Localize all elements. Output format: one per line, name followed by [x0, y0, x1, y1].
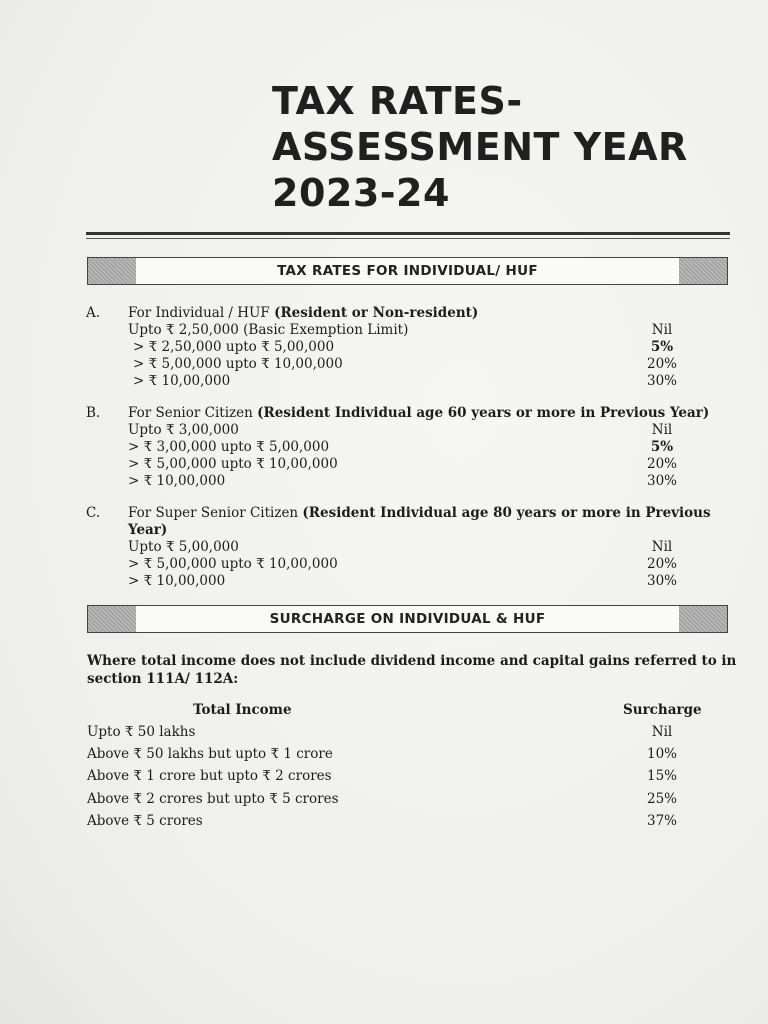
- income-bracket: Above ₹ 2 crores but upto ₹ 5 crores: [87, 791, 339, 807]
- rate-value: Nil: [651, 322, 673, 338]
- surcharge-row: [0, 813, 768, 831]
- section-banner-tax-rates: [87, 257, 728, 285]
- rate-row: [0, 456, 768, 473]
- divider-thick: [86, 232, 730, 235]
- rate-value: Nil: [651, 422, 673, 438]
- income-bracket: Upto ₹ 50 lakhs: [87, 724, 196, 740]
- divider-thin: [86, 238, 730, 239]
- rate-value: 30%: [646, 573, 677, 589]
- surcharge-row: [0, 768, 768, 786]
- title-line-2: ASSESSMENT YEAR: [272, 125, 688, 169]
- surcharge-value: 10%: [646, 746, 677, 762]
- section-banner-surcharge: [87, 605, 728, 633]
- rate-row: [0, 556, 768, 573]
- section-qualifier: (Resident Individual age 80 years or more in Previous Year): [128, 505, 711, 538]
- rate-value: 30%: [646, 373, 677, 389]
- rate-slab: Upto ₹ 5,00,000: [128, 539, 239, 555]
- rate-row: [0, 322, 768, 339]
- column-header-total-income: Total Income: [193, 702, 292, 718]
- rate-slab: > ₹ 2,50,000 upto ₹ 5,00,000: [133, 339, 335, 355]
- page-title: [272, 78, 742, 216]
- rate-slab: > ₹ 10,00,000: [128, 473, 226, 489]
- section-label-text: For Super Senior Citizen: [128, 505, 303, 521]
- rate-slab: > ₹ 5,00,000 upto ₹ 10,00,000: [128, 456, 338, 472]
- income-bracket: Above ₹ 1 crore but upto ₹ 2 crores: [87, 768, 332, 784]
- rate-value: Nil: [651, 539, 673, 555]
- income-bracket: Above ₹ 50 lakhs but upto ₹ 1 crore: [87, 746, 333, 762]
- section-letter: C.: [86, 505, 101, 521]
- rate-value: 20%: [646, 456, 677, 472]
- rate-row: [0, 356, 768, 373]
- surcharge-value: Nil: [651, 724, 673, 740]
- rate-value: 20%: [646, 556, 677, 572]
- rate-row: [0, 373, 768, 390]
- rate-row: [0, 573, 768, 590]
- section-label-text: For Individual / HUF: [128, 305, 275, 321]
- surcharge-note: Where total income does not include dividend income and capital gains referred to in section 111A/ 112A:: [87, 653, 737, 687]
- section-qualifier: (Resident Individual age 60 years or more in Previous Year): [257, 405, 710, 421]
- title-line-3: 2023-24: [272, 171, 450, 215]
- section-label: [128, 305, 728, 322]
- rate-slab: Upto ₹ 3,00,000: [128, 422, 239, 438]
- rate-slab: > ₹ 5,00,000 upto ₹ 10,00,000: [128, 556, 338, 572]
- rate-value: 30%: [646, 473, 677, 489]
- rate-value: 20%: [646, 356, 677, 372]
- rate-row: [0, 539, 768, 556]
- surcharge-row: [0, 746, 768, 764]
- rate-row: [0, 439, 768, 456]
- rate-row: [0, 422, 768, 439]
- surcharge-row: [0, 724, 768, 742]
- surcharge-value: 15%: [646, 768, 677, 784]
- section-label: [128, 405, 728, 422]
- rate-slab: > ₹ 5,00,000 upto ₹ 10,00,000: [133, 356, 343, 372]
- rate-row: [0, 339, 768, 356]
- rate-slab: > ₹ 10,00,000: [133, 373, 231, 389]
- section-qualifier: (Resident or Non-resident): [274, 305, 479, 321]
- rate-slab: > ₹ 10,00,000: [128, 573, 226, 589]
- rate-row: [0, 473, 768, 490]
- banner-title: SURCHARGE ON INDIVIDUAL & HUF: [269, 611, 546, 627]
- column-header-surcharge: Surcharge: [623, 702, 702, 718]
- rate-value: 5%: [650, 439, 674, 455]
- rate-slab: > ₹ 3,00,000 upto ₹ 5,00,000: [128, 439, 330, 455]
- surcharge-value: 37%: [646, 813, 677, 829]
- surcharge-value: 25%: [646, 791, 677, 807]
- rate-slab: Upto ₹ 2,50,000 (Basic Exemption Limit): [128, 322, 409, 338]
- section-label: [128, 505, 728, 539]
- income-bracket: Above ₹ 5 crores: [87, 813, 203, 829]
- section-letter: A.: [86, 305, 101, 321]
- banner-title: TAX RATES FOR INDIVIDUAL/ HUF: [277, 263, 538, 279]
- section-label-text: For Senior Citizen: [128, 405, 258, 421]
- rate-value: 5%: [650, 339, 674, 355]
- title-line-1: TAX RATES-: [272, 79, 523, 123]
- surcharge-row: [0, 791, 768, 809]
- section-letter: B.: [86, 405, 101, 421]
